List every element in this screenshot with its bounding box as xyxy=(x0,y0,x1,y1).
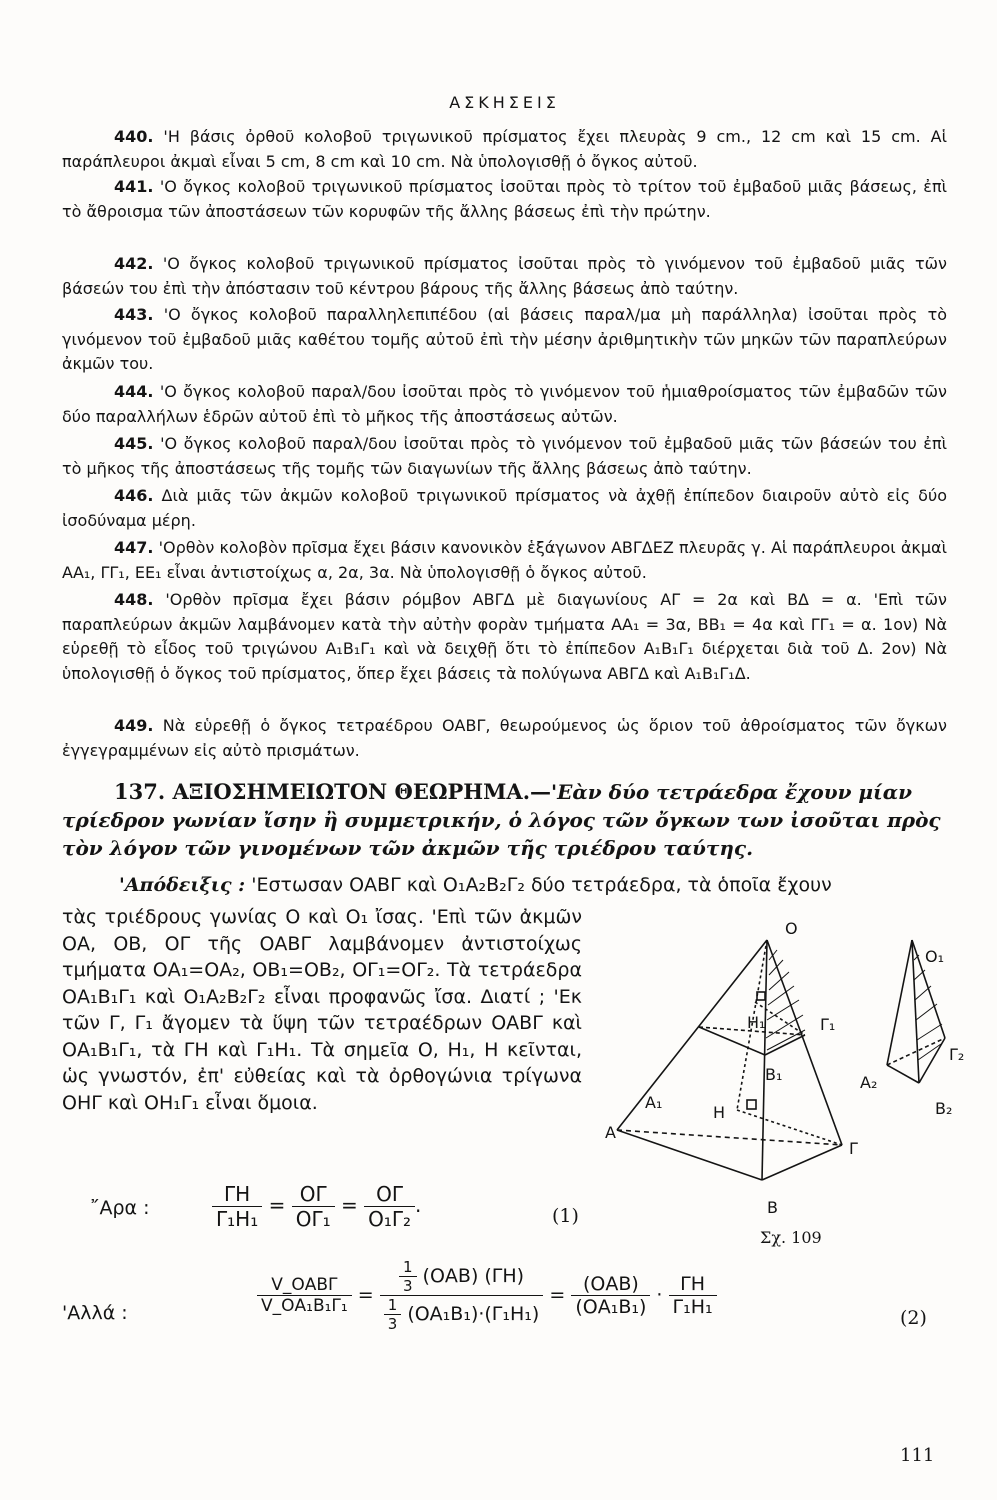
exercise-440: 440. 'Η βάσις ὀρθοῦ κολοβοῦ τριγωνικοῦ πρίσματος ἔχει πλευρὰς 9 cm., 12 cm καὶ 15 cm. Αἱ παράπλευροι ἀκμαὶ εἶναι 5 cm, 8 cm καὶ 10 cm. Νὰ ὑπολογισθῇ ὁ ὄγκος αὐτοῦ. xyxy=(62,127,947,171)
right-angle-H1 xyxy=(757,992,765,1000)
label-A2: A₂ xyxy=(860,1073,878,1092)
edge-AB xyxy=(617,1130,762,1180)
exercise-443: 443. 'Ο ὄγκος κολοβοῦ παραλληλεπιπέδου (αἱ βάσεις παραλ/μα μὴ παράλληλα) ἰσοῦται πρὸς τὸ γινόμενον τοῦ ἐμβαδοῦ μιᾶς καθέτου τομῆς αὐτοῦ ἐπὶ τὴν μέσην ἀριθμητικὴν τῶν μηκῶν τῶν παραπλεύρων ἀκμῶν του. xyxy=(62,305,947,373)
exercise-446: 446. Διὰ μιᾶς τῶν ἀκμῶν κολοβοῦ τριγωνικοῦ πρίσματος νὰ ἀχθῇ ἐπίπεδον διαιροῦν αὐτὸ εἰς δύο ἰσοδύναμα μέρη. xyxy=(62,486,947,530)
label-B: B xyxy=(767,1198,778,1217)
equation-2: $\frac{\text{V\_ΟΑΒΓ}}{\text{V\_ΟΑ₁Β₁Γ₁}}$ = $\frac{1}{3}$ (ΟΑΒ) (ΓΗ) $\frac{1}{3}$ (ΟΑ₁Β₁)·(Γ₁Η₁) = $\frac{\text{(ΟΑΒ)}}{\text{(ΟΑ₁Β₁)}}$ · $\frac{\Gamma H}{\text{Γ₁Η₁}}$ xyxy=(257,1258,717,1333)
label-B2: B₂ xyxy=(935,1099,953,1118)
label-H: H xyxy=(713,1103,726,1122)
label-A1: A₁ xyxy=(645,1093,663,1112)
edge-AG xyxy=(617,1130,842,1145)
figure-109 xyxy=(605,919,965,1260)
label-O: O xyxy=(785,919,798,938)
theorem-137: 137. ΑΞΙΟΣΗΜΕΙΩΤΟΝ ΘΕΩΡΗΜΑ.—'Εὰν δύο τετράεδρα ἔχουν μίαν τρίεδρον γωνίαν ἴσην ἢ συμμετρικήν, ὁ λόγος τῶν ὄγκων των ἰσοῦται πρὸς τὸν λόγον τῶν γινομένων τῶν ἀκμῶν τῆς τριέδρου ταύτης. xyxy=(62,779,941,860)
edge-OG xyxy=(767,940,842,1145)
page-header: ΑΣΚΗΣΕΙΣ xyxy=(449,93,560,112)
exercise-447: 447. 'Ορθὸν κολοβὸν πρῖσμα ἔχει βάσιν κανονικὸν ἑξάγωνον ΑΒΓΔΕΖ πλευρᾶς γ. Αἱ παράπλευροι ἀκμαὶ ΑΑ₁, ΓΓ₁, ΕΕ₁ εἶναι ἀντιστοίχως α, 2α, 3α. Νὰ ὑπολογισθῇ ὁ ὄγκος αὐτοῦ. xyxy=(62,538,947,582)
proof-first-line: 'Απόδειξις : 'Εστωσαν ΟΑΒΓ καὶ Ο₁Α₂Β₂Γ₂ δύο τετράεδρα, τὰ ὁποῖα ἔχουν xyxy=(119,874,832,896)
eq1-label: ῎Αρα : xyxy=(90,1197,150,1219)
edge-OA xyxy=(617,940,767,1130)
label-A: A xyxy=(605,1123,616,1142)
eq2-tag: (2) xyxy=(900,1307,927,1329)
label-B1: B₁ xyxy=(765,1065,783,1084)
label-G1: Γ₁ xyxy=(820,1015,836,1034)
exercise-441: 441. 'Ο ὄγκος κολοβοῦ τριγωνικοῦ πρίσματος ἰσοῦται πρὸς τὸ τρίτον τοῦ ἐμβαδοῦ μιᾶς βάσεως, ἐπὶ τὸ ἄθροισμα τῶν ἀποστάσεων τῶν κορυφῶν τῆς ἄλλης βάσεως ἐπὶ τὴν πρώτην. xyxy=(62,177,947,221)
page-number: 111 xyxy=(900,1445,935,1466)
right-angle-H xyxy=(747,1100,756,1109)
proof-body: τὰς τριέδρους γωνίας Ο καὶ Ο₁ ἴσας. 'Επὶ τῶν ἀκμῶν ΟΑ, ΟΒ, ΟΓ τῆς ΟΑΒΓ λαμβάνομεν ἀντιστοίχως τμήματα ΟΑ₁=ΟΑ₂, ΟΒ₁=ΟΒ₂, ΟΓ₁=ΟΓ₂. Τὰ τετράεδρα ΟΑ₁Β₁Γ₁ καὶ Ο₁Α₂Β₂Γ₂ εἶναι προφανῶς ἴσα. Διατί ; 'Εκ τῶν Γ, Γ₁ ἄγομεν τὰ ὕψη τῶν τετραέδρων ΟΑΒΓ καὶ ΟΑ₁Β₁Γ₁, τὰ ΓΗ καὶ Γ₁Η₁. Τὰ σημεῖα Ο, Η₁, Η κεῖνται, ὡς γνωστόν, ἐπ' εὐθείας καὶ τὰ ὀρθογώνια τρίγωνα ΟΗΓ καὶ ΟΗ₁Γ₁ εἶναι ὅμοια. xyxy=(62,906,582,1114)
eq2-label: 'Αλλά : xyxy=(62,1302,128,1324)
edge-A2B2 xyxy=(887,1065,919,1083)
exercise-444: 444. 'Ο ὄγκος κολοβοῦ παραλ/δου ἰσοῦται πρὸς τὸ γινόμενον τοῦ ἡμιαθροίσματος τῶν ἐμβαδῶν τῶν δύο παραλλήλων ἑδρῶν αὐτοῦ ἐπὶ τὸ μῆκος τῆς ἀποστάσεως αὐτῶν. xyxy=(62,382,947,426)
book-page xyxy=(62,0,965,1500)
label-O1: O₁ xyxy=(925,947,945,966)
edge-O1A2 xyxy=(887,940,912,1065)
edge-OB xyxy=(762,940,767,1180)
edge-BG xyxy=(762,1145,842,1180)
label-H1: H₁ xyxy=(747,1013,766,1032)
edge-O1B2 xyxy=(912,940,919,1083)
label-G2: Γ₂ xyxy=(949,1045,965,1064)
exercise-445: 445. 'Ο ὄγκος κολοβοῦ παραλ/δου ἰσοῦται πρὸς τὸ γινόμενον τοῦ ἐμβαδοῦ μιᾶς τῶν βάσεών του ἐπὶ τὸ μῆκος τῆς ἀποστάσεως τῆς τομῆς τῶν διαγωνίων τῆς ἄλλης βάσεως ἀπὸ ταύτην. xyxy=(62,434,947,478)
equation-1: $\frac{\Gamma H}{\text{Γ₁Η₁}}$ = $\frac{O\Gamma}{\text{ΟΓ₁}}$ = $\frac{O\Gamma}{\text{Ο₁Γ₂}}$ . xyxy=(212,1182,421,1231)
exercise-448: 448. 'Ορθὸν πρῖσμα ἔχει βάσιν ρόμβον ΑΒΓΔ μὲ διαγωνίους ΑΓ = 2α καὶ ΒΔ = α. 'Επὶ τῶν παραπλεύρων ἀκμῶν λαμβάνομεν κατὰ τὴν αὐτὴν φορὰν τμήματα ΑΑ₁ = 3α, ΒΒ₁ = 4α καὶ ΓΓ₁ = α. 1ον) Νὰ εὑρεθῇ τὸ εἶδος τοῦ τριγώνου Α₁Β₁Γ₁ καὶ νὰ δειχθῇ ὅτι τὸ ἐπίπεδον Α₁Β₁Γ₁ διέρχεται διὰ τοῦ Δ. 2ον) Νὰ ὑπολογισθῇ ὁ ὄγκος τοῦ πρίσματος, ὅπερ ἔχει βάσεις τὰ πολύγωνα ΑΒΓΔ καὶ Α₁Β₁Γ₁Δ. xyxy=(62,590,947,683)
exercise-442: 442. 'Ο ὄγκος κολοβοῦ τριγωνικοῦ πρίσματος ἰσοῦται πρὸς τὸ γινόμενον τοῦ ἐμβαδοῦ μιᾶς τῶν βάσεών του ἐπὶ τὴν ἀπόστασιν τοῦ κέντρου βάρους τῆς ἄλλης βάσεως ἀπὸ ταύτην. xyxy=(62,254,947,298)
exercise-449: 449. Νὰ εὑρεθῇ ὁ ὄγκος τετραέδρου ΟΑΒΓ, θεωρούμενος ὡς ὅριον τοῦ ἀθροίσματος τῶν ὄγκων ἐγγεγραμμένων εἰς αὐτὸ πρισμάτων. xyxy=(62,716,947,760)
label-G: Γ xyxy=(849,1139,858,1158)
edge-B1G1 xyxy=(765,1035,805,1055)
figure-caption: Σχ. 109 xyxy=(760,1228,822,1247)
eq1-tag: (1) xyxy=(552,1205,579,1227)
